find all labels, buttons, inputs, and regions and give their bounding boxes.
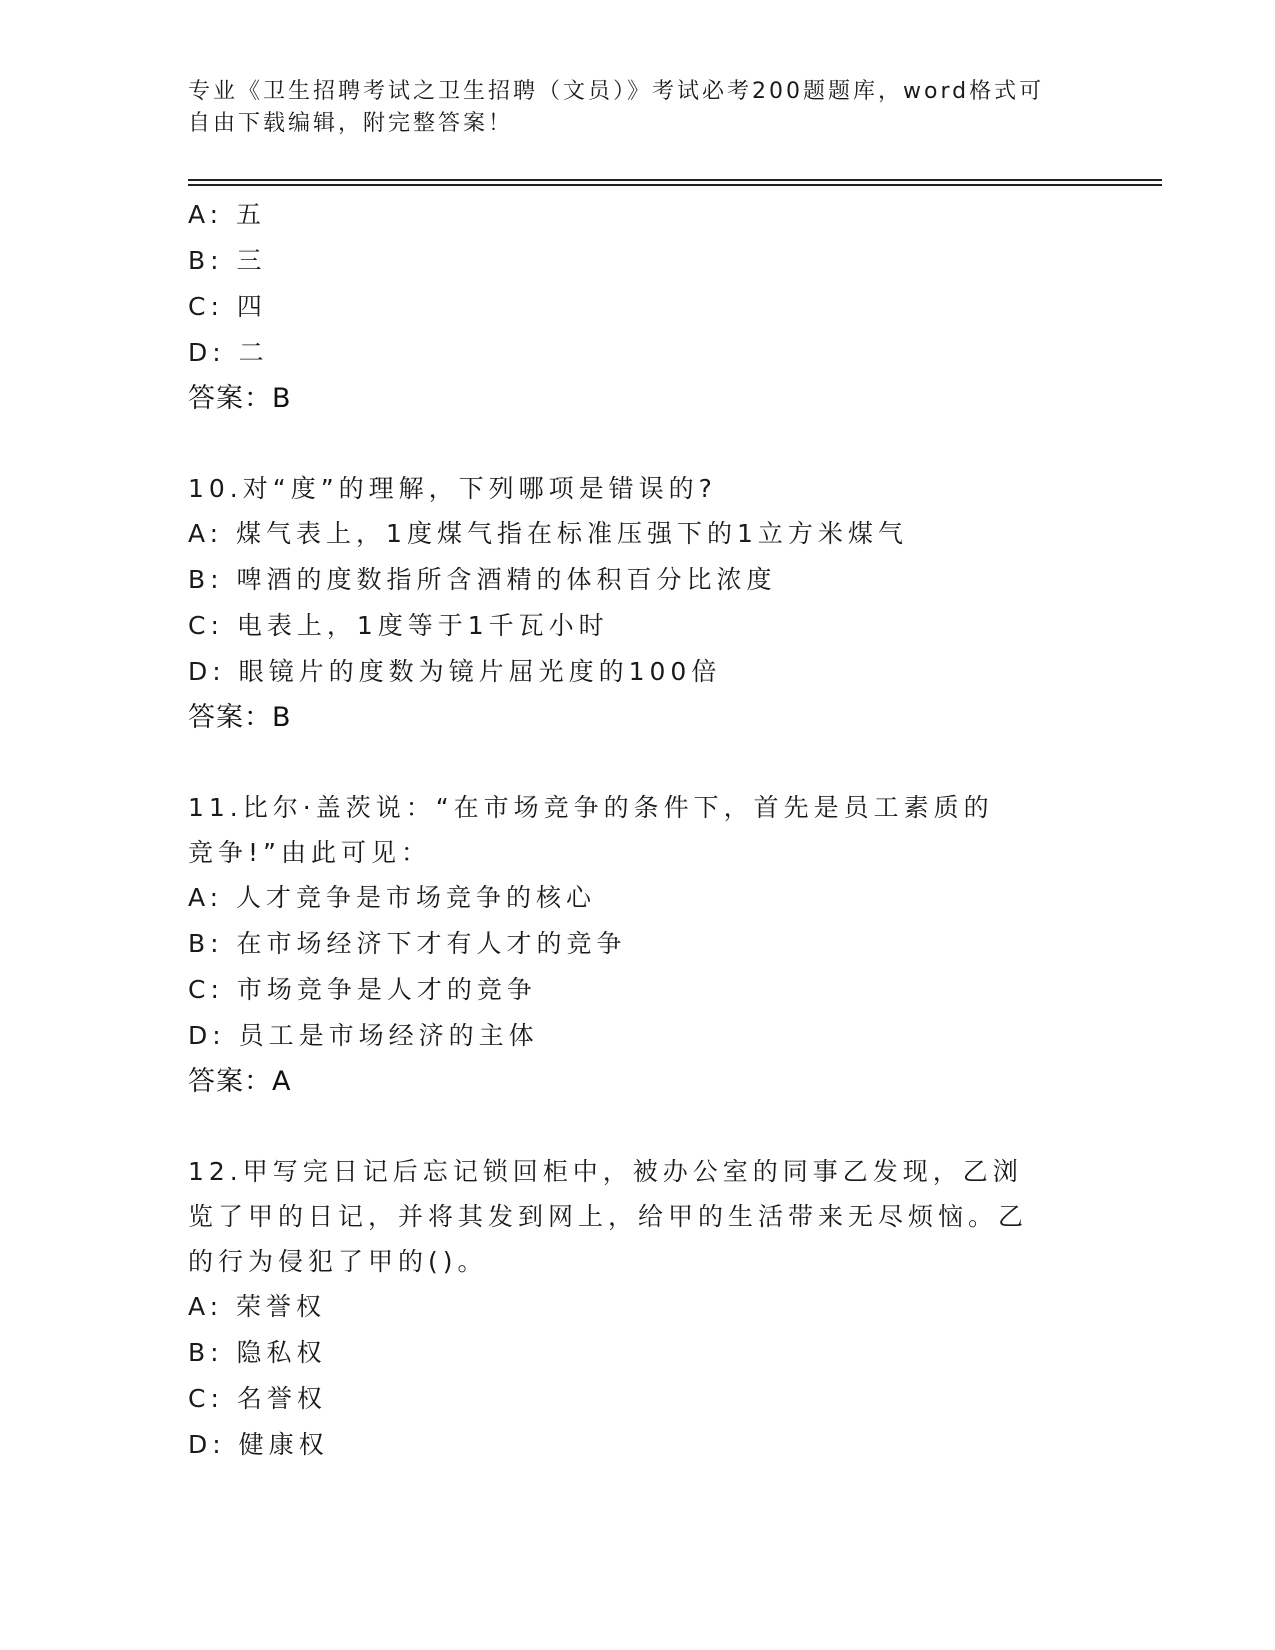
question-stem: 10.对“度”的理解，下列哪项是错误的?	[188, 474, 717, 503]
option-d: D: 健康权	[188, 1430, 329, 1459]
option-c: C: 四	[188, 292, 267, 321]
option-b: B: 啤酒的度数指所含酒精的体积百分比浓度	[188, 565, 777, 594]
option-d: D: 眼镜片的度数为镜片屈光度的100倍	[188, 657, 722, 686]
question-12	[188, 1149, 1088, 1468]
option-b: B: 三	[188, 246, 267, 275]
option-b: B: 隐私权	[188, 1338, 327, 1367]
question-10	[188, 466, 1088, 741]
document-header: 专业《卫生招聘考试之卫生招聘（文员）》考试必考200题题库，word格式可自由下载编辑，附完整答案！	[188, 79, 1045, 136]
answer-text: 答案：B	[188, 702, 292, 733]
option-d: D: 员工是市场经济的主体	[188, 1021, 539, 1050]
question-list	[188, 192, 1088, 1468]
option-b: B: 在市场经济下才有人才的竞争	[188, 929, 627, 958]
question-partial	[188, 192, 1088, 422]
header-divider-top	[188, 179, 1162, 181]
option-a: A: 荣誉权	[188, 1292, 327, 1321]
option-d: D: 二	[188, 338, 269, 367]
option-a: A: 人才竞争是市场竞争的核心	[188, 883, 597, 912]
option-c: C: 市场竞争是人才的竞争	[188, 975, 537, 1004]
option-c: C: 名誉权	[188, 1384, 327, 1413]
question-stem: 12.甲写完日记后忘记锁回柜中，被办公室的同事乙发现，乙浏览了甲的日记，并将其发到网上，给甲的生活带来无尽烦恼。乙的行为侵犯了甲的()。	[188, 1157, 1029, 1276]
option-c: C: 电表上，1度等于1千瓦小时	[188, 611, 609, 640]
option-a: A: 煤气表上，1度煤气指在标准压强下的1立方米煤气	[188, 519, 908, 548]
header-divider-bottom	[188, 184, 1162, 186]
answer-text: 答案：B	[188, 383, 292, 414]
answer-text: 答案：A	[188, 1066, 292, 1097]
option-a: A: 五	[188, 200, 267, 229]
question-stem: 11.比尔·盖茨说：“在市场竞争的条件下，首先是员工素质的竞争!”由此可见：	[188, 793, 994, 867]
question-11	[188, 785, 1088, 1105]
